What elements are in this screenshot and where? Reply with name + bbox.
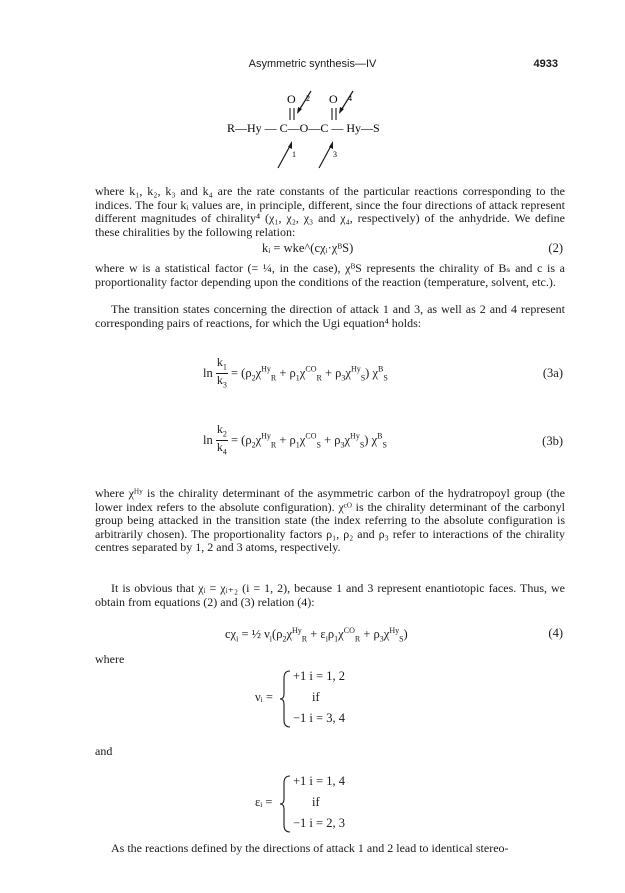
epsilon-case-if: if: [312, 795, 320, 809]
paragraph-transition-states: The transition states concerning the direction of attack 1 and 3, as well as 2 and 4 represent corresponding pairs of reactions, for which the Ugi equation⁴ holds:: [95, 302, 565, 330]
equation-3b-number: (3b): [542, 434, 563, 448]
equation-4-number: (4): [548, 626, 563, 640]
epsilon-case-positive: +1 i = 1, 4: [293, 774, 345, 788]
paragraph-stereo: As the reactions defined by the directions of attack 1 and 2 lead to identical stereo-: [111, 841, 509, 855]
page-number: 4933: [533, 58, 558, 70]
molecule-chain: R—Hy — C—O—C — Hy—S: [227, 121, 380, 135]
attack-arrowhead-4: [339, 107, 344, 114]
equation-3a: ln $\frac{k_1}{k_3}$ = $(\rho_2\chi^{Hy}_R + \rho_1\chi^{CO}_R + \rho_3\chi^{Hy}_S)$ $\chi^B_S$: [203, 355, 388, 390]
equation-2-number: (2): [548, 241, 563, 255]
paragraph-rate-constants: where k₁, k₂, k₃ and k₄ are the rate constants of the particular reactions corresponding to the indices. The four kᵢ values are, in principle, different, since the four directions of attack represent different magnitudes of chirality⁴ (χ₁, χ₂, χ₃ and χ₄, respectively) of the anhydride. We define these chiralities by the following relation:: [95, 184, 565, 239]
attack-arrow-1: [278, 144, 291, 168]
attack-index-1: 1: [292, 150, 296, 159]
oxygen-label-left: O: [287, 92, 296, 106]
epsilon-brace: [279, 775, 291, 833]
equation-2: kᵢ = wke^(cχᵢ·χᴮS): [262, 241, 354, 255]
running-title: Asymmetric synthesis—IV: [248, 58, 377, 70]
fraction-k2-k4: $\frac{k_2}{k_4}$: [216, 422, 227, 457]
equation-3a-number: (3a): [542, 366, 563, 380]
anhydride-structure-diagram: [225, 88, 405, 174]
attack-index-2: 2: [306, 94, 310, 103]
equation-3b: ln $\frac{k_2}{k_4}$ = $(\rho_2\chi^{Hy}_R + \rho_1\chi^{CO}_S + \rho_3\chi^{Hy}_S)$ $\chi^B_S$: [203, 422, 387, 457]
attack-arrow-3: [319, 144, 332, 168]
nu-case-if: if: [312, 690, 320, 704]
attack-index-3: 3: [333, 150, 337, 159]
where-label: where: [95, 652, 125, 666]
nu-case-negative: −1 i = 3, 4: [293, 711, 345, 725]
epsilon-case-negative: −1 i = 2, 3: [293, 816, 345, 830]
paragraph-statistical-factor: where w is a statistical factor (= ¼, in the case), χᴮS represents the chirality of Bₛ and c is a proportionality factor depending upon the conditions of the reaction (temperature, solvent, etc.).: [95, 261, 565, 289]
fraction-k1-k3: $\frac{k_1}{k_3}$: [216, 355, 227, 390]
paragraph-chirality-determinants: where χᴴʸ is the chirality determinant of the asymmetric carbon of the hydratropoyl group (the lower index refers to the absolute configuration). χᶜᴼ is the chirality determinant of the carbonyl group being attacked in the transition state (the index referring to the absolute configuration is arbitrarily chosen). The proportionality factors ρ₁, ρ₂ and ρ₃ refer to interactions of the chirality centres separated by 1, 2 and 3 atoms, respectively.: [95, 486, 565, 555]
attack-arrowhead-2: [297, 107, 302, 114]
equation-4: $c\chi_i$ = ½ $\nu_i(\rho_2\chi^{Hy}_R + \varepsilon_i\rho_1\chi^{CO}_R + \rho_3\chi^{Hy}_S)$: [225, 626, 408, 644]
epsilon-symbol: εᵢ =: [255, 795, 273, 809]
nu-case-positive: +1 i = 1, 2: [293, 669, 345, 683]
attack-index-4: 4: [348, 94, 352, 103]
nu-brace: [279, 670, 291, 728]
and-label: and: [95, 744, 113, 758]
oxygen-label-right: O: [329, 92, 338, 106]
nu-symbol: νᵢ =: [255, 690, 273, 704]
paragraph-enantiotopic: It is obvious that χᵢ = χᵢ₊₂ (i = 1, 2), because 1 and 3 represent enantiotopic faces. Thus, we obtain from equations (2) and (3) relation (4):: [95, 581, 565, 609]
